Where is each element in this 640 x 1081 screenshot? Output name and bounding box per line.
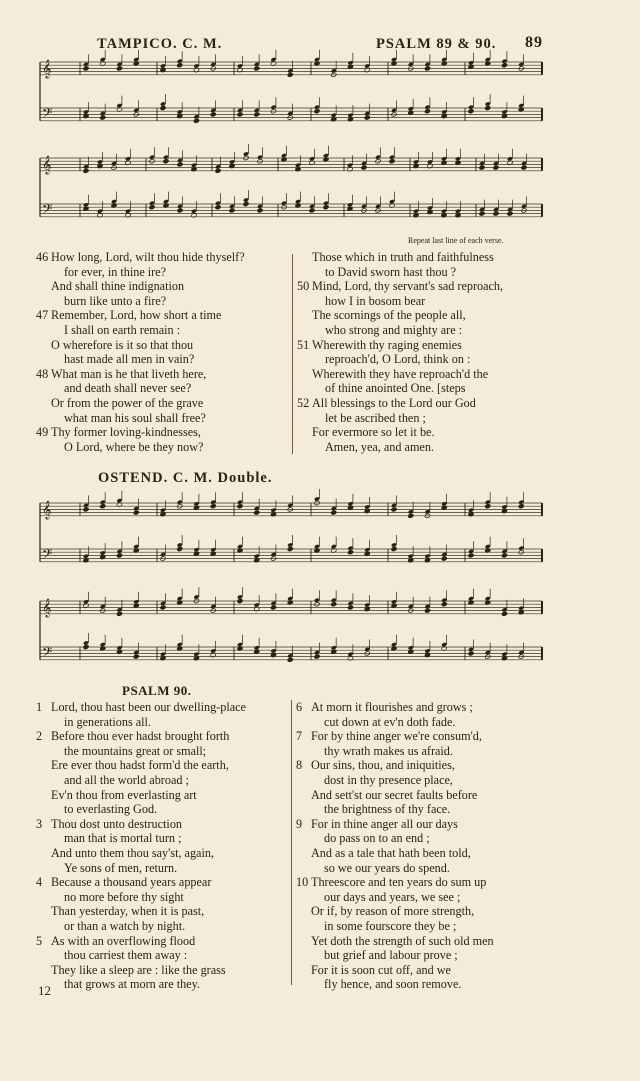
verse-line: Those which in truth and faithfulness [312,250,494,264]
verse [36,729,294,817]
verse-line: Wherewith thy raging enemies [312,337,462,352]
verse-number: 1 [36,700,43,714]
verse-line: for ever, in thine ire? [64,264,167,279]
verse-line: to David sworn hast thou ? [325,264,456,279]
verse-line: And as a tale that hath been told, [311,845,471,860]
verse-line: Lord, thou hast been our dwelling-place [51,700,246,714]
verse-line: and all the world abroad ; [64,772,189,787]
verse-line: For by thine anger we're consum'd, [311,729,482,744]
verse-number: 52 [297,395,310,410]
column-divider [292,254,293,454]
verse-line: Thou dost unto destruction [51,816,183,831]
verse-number: 51 [297,337,310,352]
verse [36,700,294,729]
verse-line: Amen, yea, and amen. [325,439,434,454]
psalm-reference: PSALM 89 & 90. [376,36,497,52]
verse-number: 48 [36,366,49,381]
psalm90-title: PSALM 90. [122,683,192,698]
verse-line: but grief and labour prove ; [324,948,458,963]
verse-line: Ere ever thou hadst form'd the earth, [51,758,229,773]
verse-line: in generations all. [64,714,151,729]
verse-number: 6 [296,700,303,714]
page-number: 89 [525,34,543,51]
verse-line: dost in thy presence place, [324,772,453,787]
verse-line: Mind, Lord, thy servant's sad reproach, [312,279,504,294]
verse-line: fly hence, and soon remove. [324,977,462,992]
verse-line: Because a thousand years appear [51,875,212,890]
clef-icon: 𝄞 [42,598,52,617]
verse [297,338,597,396]
music-staff [40,190,542,220]
psalm90-verses-right [296,700,596,992]
verse-line: and death shall never see? [64,381,192,396]
signature-mark: 12 [38,983,51,998]
verse-line: Wherewith they have reproach'd the [312,366,489,381]
verse-line: All blessings to the Lord our God [312,395,476,410]
clef-icon: 𝄞 [42,155,52,174]
verse-number: 46 [36,250,49,264]
clef-icon: 𝄢 [42,105,53,124]
verse [36,367,291,425]
verse-line: that grows at morn are they. [64,977,200,992]
verse-number: 8 [296,758,303,773]
verse-line: Ye sons of men, return. [64,860,178,875]
music-staff [40,587,542,618]
verse-line: burn like unto a fire? [64,293,167,308]
verse-line: As with an overflowing flood [51,933,196,948]
music-staff [40,633,542,663]
verse [36,817,294,875]
verse-line: our days and years, we see ; [324,889,461,904]
verse-line: how I in bosom bear [325,293,426,308]
clef-icon: 𝄢 [42,644,53,663]
verse-line: Yet doth the strength of such old men [311,933,494,948]
music-staff [40,535,542,565]
verse-number: 10 [296,875,309,890]
verse-line: For in thine anger all our days [311,816,458,831]
verse-line: O wherefore is it so that thou [51,337,194,352]
verse-line: do pass on to an end ; [324,831,430,846]
verse-line: Or if, by reason of more strength, [311,904,475,919]
verse [296,875,596,992]
verse-line: O Lord, where be they now? [64,439,204,454]
verse-line: At morn it flourishes and grows ; [311,700,473,714]
tune-title-tampico: TAMPICO. C. M. [97,36,223,52]
verse-number: 4 [36,875,43,890]
verse-line: And sett'st our secret faults before [311,787,478,802]
verse-line: Our sins, thou, and iniquities, [311,758,455,773]
verse-line: And unto them thou say'st, again, [51,845,214,860]
verse-number: 2 [36,729,43,744]
verse-line: cut down at ev'n doth fade. [324,714,456,729]
verse-line: They like a sleep are : like the grass [51,962,226,977]
verse-line: what man his soul shall free? [64,410,206,425]
verse-line: thy wrath makes us afraid. [324,743,453,758]
verse [297,396,597,454]
tune-title-ostend: OSTEND. C. M. Double. [98,470,273,486]
verse-line: man that is mortal turn ; [64,831,182,846]
verse-line: The scornings of the people all, [312,308,466,323]
music-staff [40,144,542,175]
clef-icon: 𝄢 [42,546,53,565]
music-staff [40,50,542,79]
verse-line: For it is soon cut off, and we [311,962,451,977]
verse [36,250,291,308]
verse-line: to everlasting God. [64,802,158,817]
verse-number: 7 [296,729,303,744]
verse-number: 3 [36,816,43,831]
verse-line: so we our years do spend. [324,860,450,875]
verse-line: Thy former loving-kindnesses, [51,425,201,440]
verse-number: 50 [297,279,310,294]
verse [36,934,294,992]
verse-line: who strong and mighty are : [325,322,463,337]
verse-line: the mountains great or small; [64,743,207,758]
verse-line: reproach'd, O Lord, think on : [325,352,471,367]
verse-line: Ev'n thou from everlasting art [51,787,197,802]
verse-number: 9 [296,816,303,831]
verse [297,250,597,279]
verse-line: Remember, Lord, how short a time [51,308,222,323]
verse-line: thou carriest them away : [64,948,188,963]
verse-number: 5 [36,933,43,948]
verse-line: the brightness of thy face. [324,802,451,817]
verse-line: Than yesterday, when it is past, [51,904,205,919]
clef-icon: 𝄞 [42,59,52,78]
verse [36,875,294,933]
verse [36,308,291,366]
clef-icon: 𝄞 [42,500,52,519]
psalm89-verses-left [36,250,291,454]
repeat-note: Repeat last line of each verse. [408,236,504,245]
tampico-music-score [30,50,550,240]
psalm89-verses-right [297,250,597,454]
verse-line: Before thou ever hadst brought forth [51,729,230,744]
psalm90-verses-left [36,700,294,992]
verse [36,425,291,454]
verse-line: For evermore so let it be. [312,425,435,440]
verse-line: hast made all men in vain? [64,352,195,367]
verse-line: How long, Lord, wilt thou hide thyself? [51,250,245,264]
verse [296,700,596,729]
verse-line: Or from the power of the grave [51,395,204,410]
verse [296,758,596,816]
music-staff [40,489,542,520]
column-divider [291,700,292,985]
verse-number: 47 [36,308,49,323]
verse-line: let be ascribed then ; [325,410,426,425]
verse [296,817,596,875]
verse-line: no more before thy sight [64,889,184,904]
clef-icon: 𝄢 [42,201,53,220]
verse-line: What man is he that liveth here, [51,366,207,381]
verse-line: Threescore and ten years do sum up [311,875,487,890]
verse [297,279,597,337]
verse-line: in some fourscore they be ; [324,918,457,933]
verse-line: And shall thine indignation [51,279,185,294]
verse [296,729,596,758]
verse-number: 49 [36,425,49,440]
ostend-music-score [30,485,550,680]
verse-line: I shall on earth remain : [64,322,181,337]
verse-line: or than a watch by night. [64,918,186,933]
verse-line: of thine anointed One. [steps [325,381,466,396]
music-staff [40,94,542,124]
